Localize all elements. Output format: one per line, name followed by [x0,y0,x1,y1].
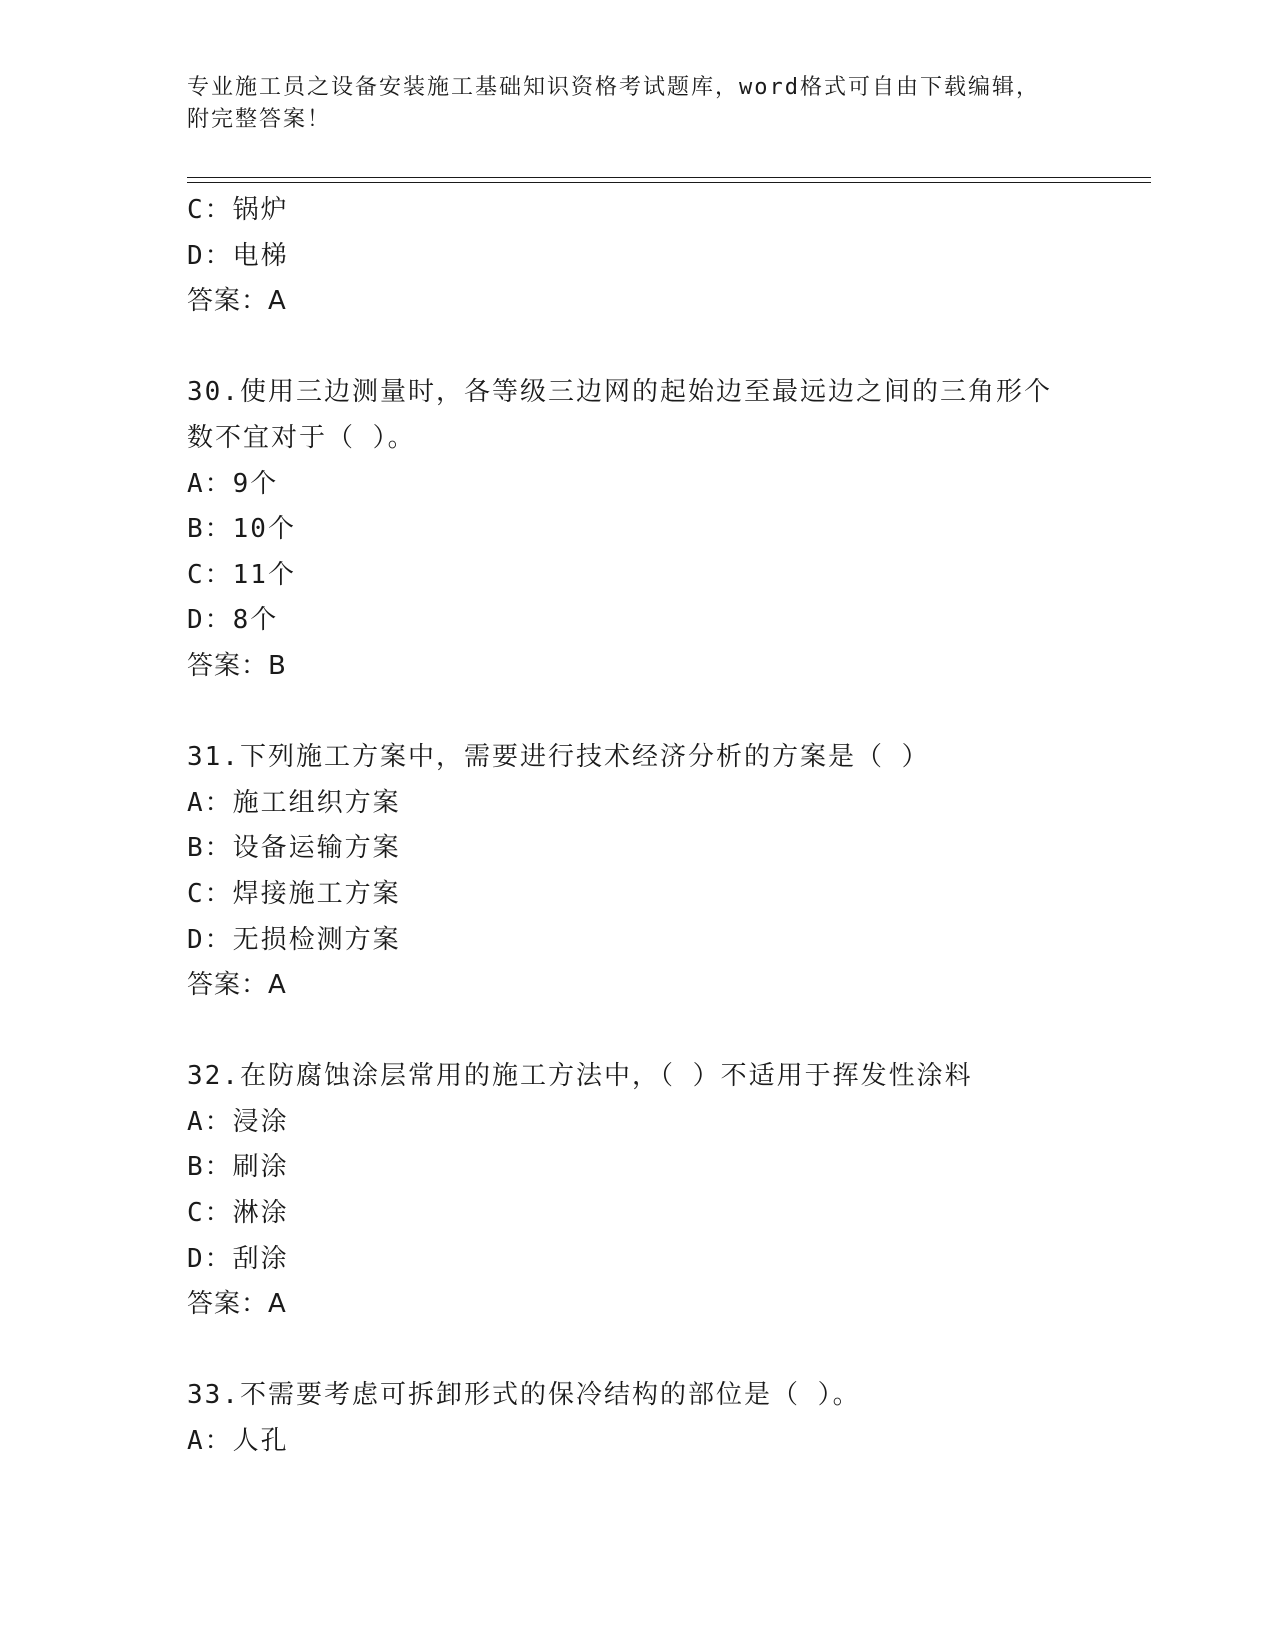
spacer [187,1009,1147,1055]
option-line: C：锅炉 [187,195,289,225]
document-header [187,72,1147,136]
option-line: C：淋涂 [187,1198,289,1229]
header-line-2: 附完整答案！ [187,107,332,132]
spacer [187,1328,1147,1374]
option-line: C：11个 [187,559,296,590]
option-line: B：刷涂 [187,1152,289,1183]
question-stem: 30.使用三边测量时，各等级三边网的起始边至最远边之间的三角形个 [187,377,1052,408]
option-line: D：电梯 [187,240,289,271]
option-line: A：施工组织方案 [187,787,401,818]
answer-line: 答案：A [187,970,287,1001]
header-rule-bottom [187,182,1151,183]
option-line: B：10个 [187,514,296,545]
option-line: B：设备运输方案 [187,833,401,864]
question-stem: 数不宜对于（ ）。 [187,422,416,453]
option-line: D：8个 [187,605,279,636]
option-line: C：焊接施工方案 [187,878,401,909]
answer-line: 答案：A [187,1289,287,1320]
option-line: A：人孔 [187,1426,289,1457]
question-content [187,188,1147,1465]
option-line: D：无损检测方案 [187,924,401,955]
spacer [187,325,1147,371]
option-line: D：刮涂 [187,1243,289,1274]
answer-line: 答案：A [187,286,287,317]
header-rule-top [187,177,1151,178]
option-line: A：9个 [187,468,279,499]
question-stem: 31.下列施工方案中，需要进行技术经济分析的方案是（ ） [187,742,930,773]
header-line-1: 专业施工员之设备安装施工基础知识资格考试题库，word格式可自由下载编辑， [187,75,1040,100]
answer-line: 答案：B [187,650,287,681]
option-line: A：浸涂 [187,1106,289,1137]
question-stem: 33.不需要考虑可拆卸形式的保冷结构的部位是（ ）。 [187,1380,861,1411]
question-stem: 32.在防腐蚀涂层常用的施工方法中，（ ）不适用于挥发性涂料 [187,1061,973,1092]
spacer [187,690,1147,736]
